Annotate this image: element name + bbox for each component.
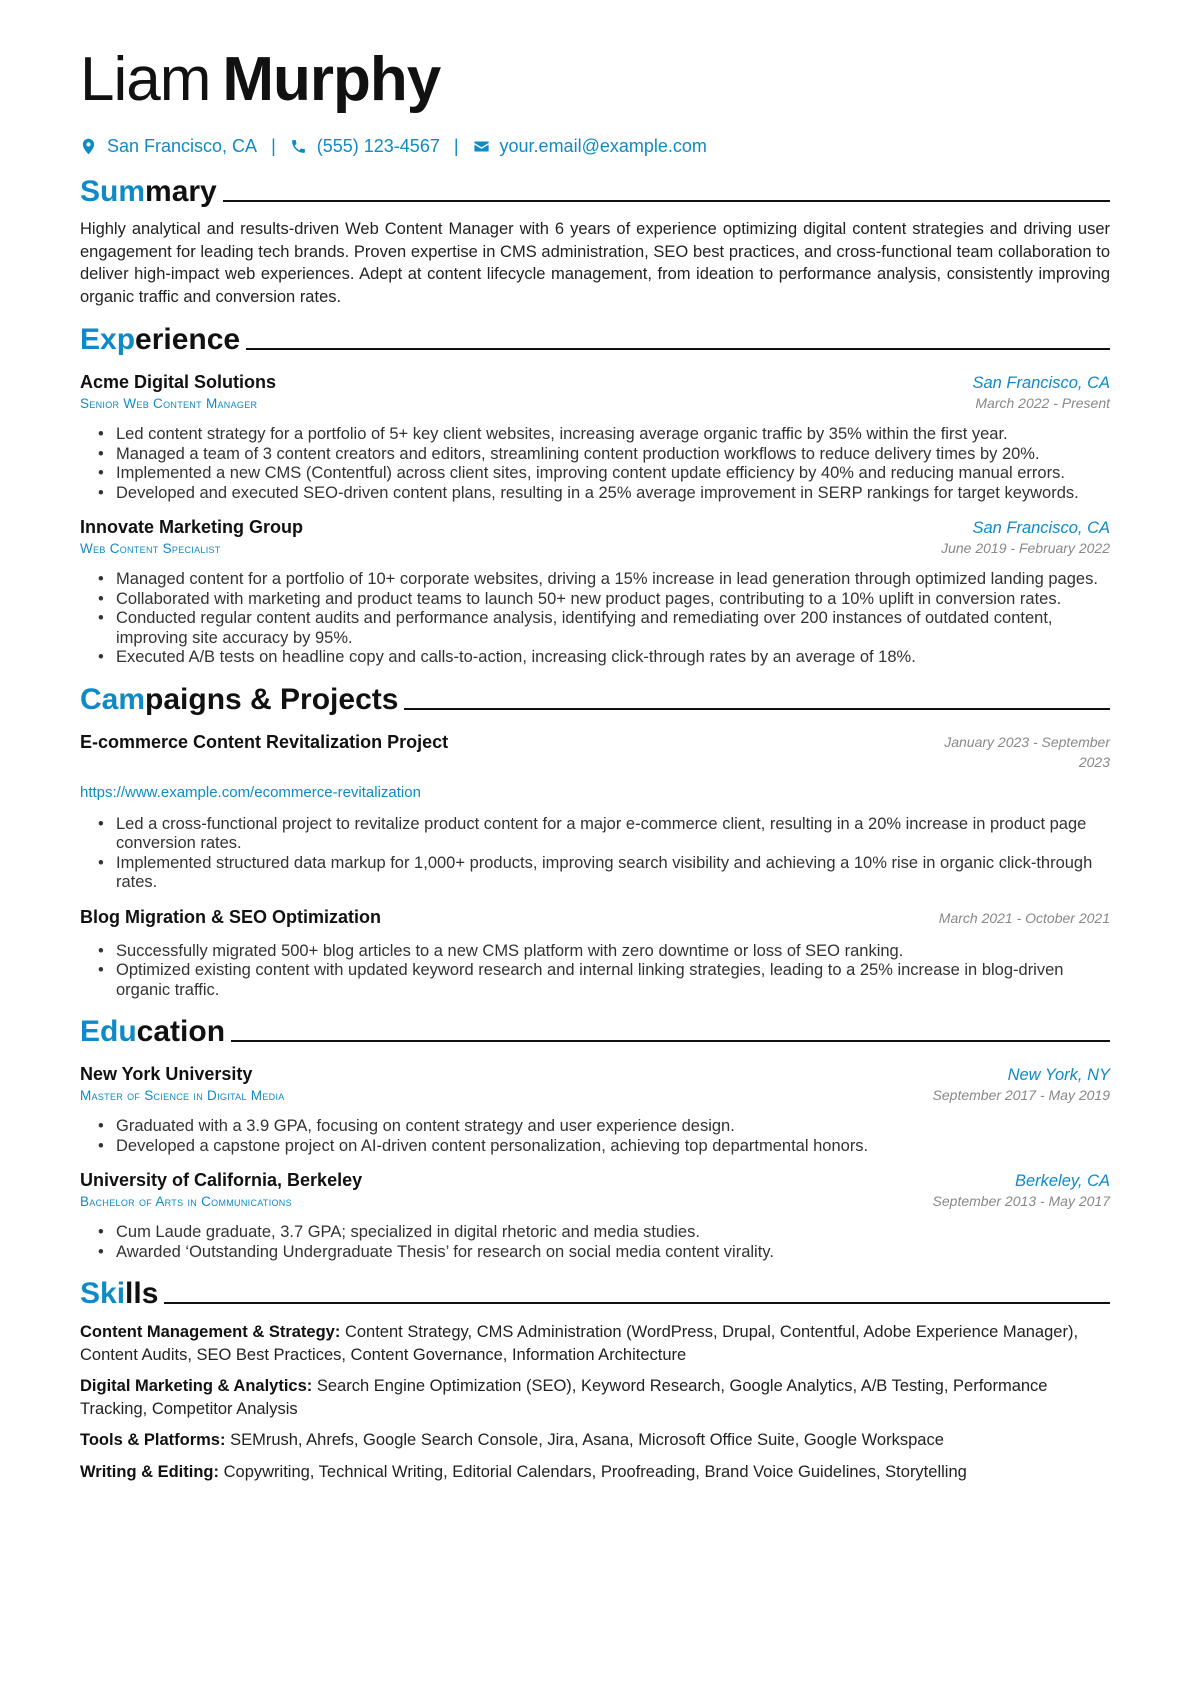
section-divider bbox=[164, 1302, 1110, 1304]
job-bullets bbox=[80, 425, 1110, 503]
project-dates: March 2021 - October 2021 bbox=[938, 909, 1110, 926]
project-entry bbox=[80, 732, 1110, 893]
section-divider bbox=[223, 200, 1110, 202]
section-title: Education bbox=[80, 1015, 226, 1048]
list-item: • Executed A/B tests on headline copy and calls-to-action, increasing click-through rates by an average of 18%. bbox=[96, 648, 1110, 668]
project-name: Blog Migration & SEO Optimization bbox=[80, 906, 381, 927]
job-entry bbox=[80, 517, 1110, 668]
phone-text: (555) 123-4567 bbox=[316, 135, 440, 156]
job-dates: June 2019 - February 2022 bbox=[941, 540, 1110, 556]
job-bullets bbox=[80, 570, 1110, 668]
section-title: Campaigns & Projects bbox=[80, 682, 399, 716]
first-name: Liam bbox=[80, 45, 211, 114]
list-item: • Optimized existing content with updated keyword research and internal linking strategies, leading to a 25% increase in blog-driven organic traffic. bbox=[96, 961, 1110, 1000]
contact-bar bbox=[80, 132, 1110, 160]
list-item: • Managed content for a portfolio of 10+ corporate websites, driving a 15% increase in lead generation through optimized landing pages. bbox=[96, 570, 1110, 590]
project-dates: January 2023 - September 2023 bbox=[944, 733, 1110, 770]
list-item: • Implemented a new CMS (Contentful) across client sites, improving content update efficiency by 40% and reducing manual errors. bbox=[96, 464, 1110, 484]
job-entry bbox=[80, 372, 1110, 503]
education-bullets bbox=[80, 1223, 1110, 1262]
project-entry bbox=[80, 907, 1110, 1001]
section-title: Experience bbox=[80, 323, 241, 356]
job-location: San Francisco, CA bbox=[972, 519, 1110, 537]
education-entry bbox=[80, 1064, 1110, 1156]
location-text: San Francisco, CA bbox=[107, 135, 258, 156]
list-item: • Cum Laude graduate, 3.7 GPA; specialized in digital rhetoric and media studies. bbox=[96, 1223, 1110, 1243]
education-entry bbox=[80, 1170, 1110, 1262]
education-dates: September 2017 - May 2019 bbox=[932, 1087, 1110, 1103]
company-name: Acme Digital Solutions bbox=[80, 372, 277, 392]
contact-email[interactable] bbox=[473, 136, 707, 157]
list-item: • Successfully migrated 500+ blog articles to a new CMS platform with zero downtime or loss of SEO ranking. bbox=[96, 942, 1110, 962]
degree: Bachelor of Arts in Communications bbox=[80, 1194, 292, 1209]
section-divider bbox=[404, 708, 1110, 710]
skills-heading bbox=[80, 1272, 1110, 1312]
experience-heading bbox=[80, 318, 1110, 358]
contact-separator: | bbox=[271, 135, 276, 156]
summary-text: Highly analytical and results-driven Web Content Manager with 6 years of experience optimizing digital content strategies and driving user engagement for leading tech brands. Proven expertise in CMS administration, SEO best practices, and cross-functional team collaboration to deliver high-impact web experiences. Adept at content lifecycle management, from ideation to performance analysis, consistently improving organic traffic and conversion rates. bbox=[80, 220, 1110, 306]
contact-separator: | bbox=[453, 135, 459, 156]
education-heading bbox=[80, 1010, 1110, 1050]
company-name: Innovate Marketing Group bbox=[80, 517, 304, 537]
skill-value: SEMrush, Ahrefs, Google Search Console, Jira, Asana, Microsoft Office Suite, Google Workspace bbox=[230, 1431, 944, 1449]
skill-label: Writing & Editing: bbox=[80, 1462, 220, 1481]
skill-group bbox=[80, 1321, 1110, 1366]
project-link[interactable]: https://www.example.com/ecommerce-revitalization bbox=[80, 783, 421, 801]
summary-heading bbox=[80, 170, 1110, 210]
skill-group bbox=[80, 1461, 1110, 1484]
skill-value: Content Strategy, CMS Administration (WordPress, Drupal, Contentful, Adobe Experience Manager), Content Audits, SEO Best Practices, Content Governance, Information Architecture bbox=[80, 1323, 1079, 1364]
list-item: • Developed and executed SEO-driven content plans, resulting in a 25% average improvement in SERP rankings for target keywords. bbox=[96, 484, 1110, 504]
job-role: Senior Web Content Manager bbox=[80, 396, 258, 411]
skill-label: Content Management & Strategy: bbox=[80, 1323, 341, 1341]
project-bullets bbox=[80, 942, 1110, 1001]
skill-group bbox=[80, 1375, 1110, 1420]
list-item: • Graduated with a 3.9 GPA, focusing on content strategy and user experience design. bbox=[96, 1117, 1110, 1137]
skill-label: Digital Marketing & Analytics: bbox=[80, 1377, 313, 1395]
contact-location bbox=[80, 136, 257, 157]
skill-label: Tools & Platforms: bbox=[80, 1431, 226, 1449]
school-name: New York University bbox=[80, 1064, 253, 1084]
education-dates: September 2013 - May 2017 bbox=[932, 1193, 1110, 1209]
section-title: Summary bbox=[80, 175, 217, 208]
last-name: Murphy bbox=[222, 45, 441, 114]
section-title: Skills bbox=[80, 1277, 159, 1310]
map-pin-icon bbox=[80, 138, 97, 155]
list-item: • Implemented structured data markup for 1,000+ products, improving search visibility and achieving a 10% rise in organic click-through rates. bbox=[96, 854, 1110, 893]
project-bullets bbox=[80, 815, 1110, 893]
candidate-name bbox=[80, 42, 1110, 118]
school-name: University of California, Berkeley bbox=[80, 1170, 363, 1190]
school-location: Berkeley, CA bbox=[1014, 1172, 1110, 1190]
list-item: • Managed a team of 3 content creators and editors, streamlining content production workflows to reduce delivery times by 20%. bbox=[96, 445, 1110, 465]
section-divider bbox=[246, 348, 1110, 350]
section-divider bbox=[231, 1040, 1110, 1042]
education-bullets bbox=[80, 1117, 1110, 1156]
job-location: San Francisco, CA bbox=[972, 374, 1110, 392]
projects-heading bbox=[80, 678, 1110, 718]
list-item: • Collaborated with marketing and product teams to launch 50+ new product pages, contributing to a 10% uplift in conversion rates. bbox=[96, 590, 1110, 610]
school-location: New York, NY bbox=[1007, 1066, 1110, 1084]
project-name: E-commerce Content Revitalization Project bbox=[80, 731, 449, 752]
list-item: • Led content strategy for a portfolio of 5+ key client websites, increasing average organic traffic by 35% within the first year. bbox=[96, 425, 1110, 445]
degree: Master of Science in Digital Media bbox=[80, 1088, 285, 1103]
job-role: Web Content Specialist bbox=[80, 541, 221, 556]
skill-group bbox=[80, 1429, 1110, 1452]
list-item: • Awarded ‘Outstanding Undergraduate Thesis’ for research on social media content virality. bbox=[96, 1243, 1110, 1263]
phone-icon bbox=[290, 138, 307, 155]
list-item: • Led a cross-functional project to revitalize product content for a major e-commerce client, resulting in a 20% increase in product page conversion rates. bbox=[96, 815, 1110, 854]
job-dates: March 2022 - Present bbox=[975, 395, 1110, 411]
list-item: • Developed a capstone project on AI-driven content personalization, achieving top departmental honors. bbox=[96, 1137, 1110, 1157]
envelope-icon bbox=[473, 138, 490, 155]
skill-value: Search Engine Optimization (SEO), Keyword Research, Google Analytics, A/B Testing, Performance Tracking, Competitor Analysis bbox=[80, 1377, 1048, 1418]
email-link: your.email@example.com bbox=[499, 135, 707, 156]
skill-value: Copywriting, Technical Writing, Editorial Calendars, Proofreading, Brand Voice Guidelines, Storytelling bbox=[223, 1462, 967, 1481]
list-item: • Conducted regular content audits and performance analysis, identifying and remediating over 200 instances of outdated content, improving site accuracy by 95%. bbox=[96, 609, 1110, 648]
contact-phone[interactable] bbox=[290, 136, 440, 157]
